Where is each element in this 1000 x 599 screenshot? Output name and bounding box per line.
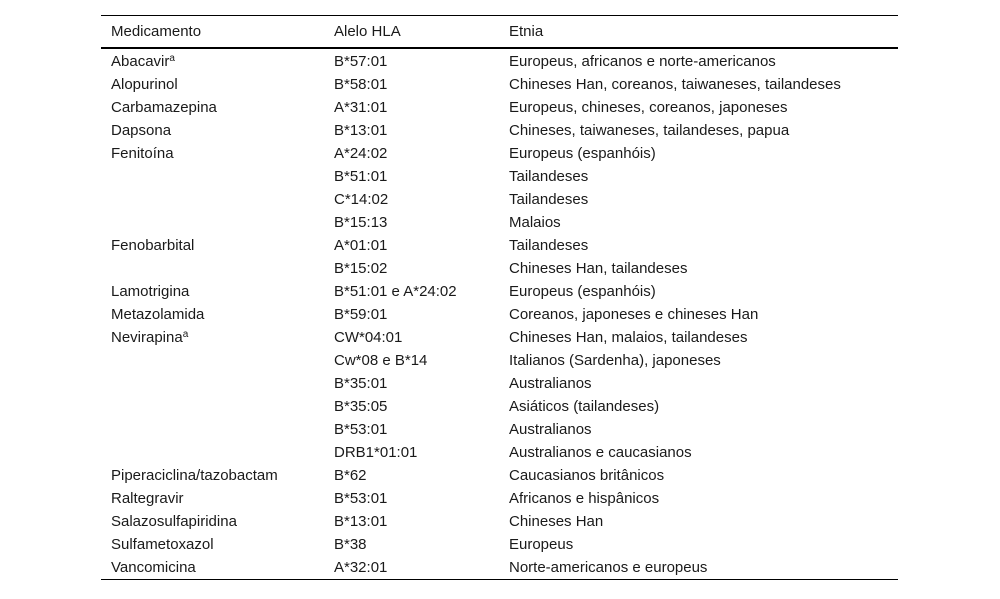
cell-medicamento (101, 73, 324, 96)
cell-alelo-hla: A*32:01 (324, 556, 499, 580)
drug-name: Piperaciclina/tazobactam (111, 467, 278, 484)
cell-alelo-hla: B*13:01 (334, 513, 388, 530)
table-row (101, 257, 898, 280)
cell-alelo-hla: A*31:01 (334, 99, 388, 116)
cell-etnia: Norte-americanos e europeus (499, 556, 898, 580)
cell-medicamento (101, 372, 324, 395)
cell-medicamento (101, 464, 324, 487)
cell-alelo-hla: B*57:01 (334, 53, 388, 70)
header-etnia: Etnia (499, 16, 898, 49)
cell-etnia: Europeus (509, 536, 574, 553)
cell-alelo-hla: Cw*08 e B*14 (334, 352, 428, 369)
cell-alelo-hla: B*13:01 (334, 122, 388, 139)
table-row (101, 188, 898, 211)
table-row (101, 556, 898, 580)
cell-alelo-hla: B*38 (334, 536, 367, 553)
cell-medicamento (101, 303, 324, 326)
cell-etnia: Italianos (Sardenha), japoneses (509, 352, 721, 369)
table-row (101, 165, 898, 188)
drug-name: Dapsona (111, 122, 172, 139)
hla-drug-table (101, 15, 898, 580)
cell-alelo-hla: B*62 (334, 467, 367, 484)
cell-etnia: Malaios (509, 214, 561, 231)
cell-medicamento (101, 234, 324, 257)
table-row (101, 280, 898, 303)
drug-name: Carbamazepina (111, 99, 217, 116)
cell-alelo-hla: A*24:02 (334, 145, 388, 162)
cell-alelo-hla: B*15:02 (334, 260, 388, 277)
cell-medicamento (101, 418, 324, 441)
table-row (101, 533, 898, 556)
cell-medicamento (101, 257, 324, 280)
table-body (101, 48, 898, 580)
cell-alelo-hla: B*15:13 (334, 214, 388, 231)
drug-name: Fenitoína (111, 145, 174, 162)
cell-etnia: Chineses Han, coreanos, taiwaneses, tailandeses (509, 76, 841, 93)
cell-etnia: Europeus, africanos e norte-americanos (509, 53, 776, 70)
cell-alelo-hla: B*53:01 (334, 490, 388, 507)
header-alelo-hla: Alelo HLA (324, 16, 499, 49)
cell-alelo-hla: C*14:02 (334, 191, 389, 208)
cell-medicamento (101, 48, 324, 73)
drug-name: Lamotrigina (111, 283, 190, 300)
cell-medicamento (101, 211, 324, 234)
cell-etnia: Europeus (espanhóis) (509, 283, 656, 300)
cell-etnia: Chineses, taiwaneses, tailandeses, papua (509, 122, 790, 139)
cell-etnia: Chineses Han, malaios, tailandeses (509, 329, 748, 346)
drug-name: Sulfametoxazol (111, 536, 214, 553)
cell-etnia: Australianos e caucasianos (509, 444, 692, 461)
cell-etnia: Chineses Han, tailandeses (509, 260, 688, 277)
table-row (101, 464, 898, 487)
table-row (101, 142, 898, 165)
header-row (101, 16, 898, 49)
cell-etnia: Tailandeses (509, 168, 589, 185)
table-row (101, 510, 898, 533)
cell-medicamento (101, 349, 324, 372)
cell-etnia: Australianos (509, 421, 592, 438)
cell-etnia: Africanos e hispânicos (509, 490, 660, 507)
cell-etnia: Tailandeses (509, 237, 589, 254)
cell-alelo-hla: B*51:01 e A*24:02 (334, 283, 457, 300)
cell-medicamento (101, 510, 324, 533)
table-row (101, 96, 898, 119)
drug-name: Raltegravir (111, 490, 184, 507)
cell-medicamento (101, 119, 324, 142)
cell-medicamento (101, 487, 324, 510)
table-row (101, 349, 898, 372)
table-row (101, 211, 898, 234)
cell-alelo-hla: B*58:01 (334, 76, 388, 93)
hla-table-container (101, 15, 898, 580)
table-row (101, 326, 898, 349)
footnote-marker: a (182, 329, 189, 340)
drug-name: Alopurinol (111, 76, 178, 93)
drug-name: Abacavir (111, 53, 170, 70)
cell-medicamento (101, 165, 324, 188)
cell-medicamento (101, 280, 324, 303)
cell-etnia: Chineses Han (509, 513, 604, 530)
cell-medicamento (101, 556, 324, 580)
table-row (101, 441, 898, 464)
table-row (101, 73, 898, 96)
drug-name: Vancomicina (111, 559, 196, 576)
table-row (101, 487, 898, 510)
drug-name: Nevirapina (111, 329, 183, 346)
cell-alelo-hla: A*01:01 (334, 237, 388, 254)
drug-name: Fenobarbital (111, 237, 195, 254)
cell-alelo-hla: B*53:01 (334, 421, 388, 438)
cell-medicamento (101, 96, 324, 119)
cell-etnia: Asiáticos (tailandeses) (509, 398, 660, 415)
cell-alelo-hla: B*51:01 (334, 168, 388, 185)
cell-etnia: Europeus (espanhóis) (509, 145, 656, 162)
cell-medicamento (101, 533, 324, 556)
cell-etnia: Caucasianos britânicos (509, 467, 665, 484)
cell-medicamento (101, 441, 324, 464)
drug-name: Salazosulfapiridina (111, 513, 237, 530)
cell-etnia: Europeus, chineses, coreanos, japoneses (509, 99, 788, 116)
cell-alelo-hla: CW*04:01 (334, 329, 403, 346)
cell-medicamento (101, 395, 324, 418)
cell-medicamento (101, 188, 324, 211)
table-row (101, 418, 898, 441)
table-row (101, 234, 898, 257)
cell-alelo-hla: DRB1*01:01 (334, 444, 418, 461)
table-row (101, 372, 898, 395)
table-row (101, 48, 898, 73)
cell-etnia: Australianos (509, 375, 592, 392)
drug-name: Metazolamida (111, 306, 205, 323)
footnote-marker: a (169, 53, 175, 64)
header-medicamento: Medicamento (101, 16, 324, 49)
cell-alelo-hla: B*35:01 (334, 375, 388, 392)
cell-alelo-hla: B*35:05 (334, 398, 388, 415)
table-row (101, 395, 898, 418)
table-row (101, 119, 898, 142)
cell-etnia: Tailandeses (509, 191, 589, 208)
table-header (101, 16, 898, 49)
cell-alelo-hla: B*59:01 (334, 306, 388, 323)
table-row (101, 303, 898, 326)
cell-etnia: Coreanos, japoneses e chineses Han (509, 306, 759, 323)
cell-medicamento (101, 142, 324, 165)
cell-medicamento (101, 326, 324, 349)
